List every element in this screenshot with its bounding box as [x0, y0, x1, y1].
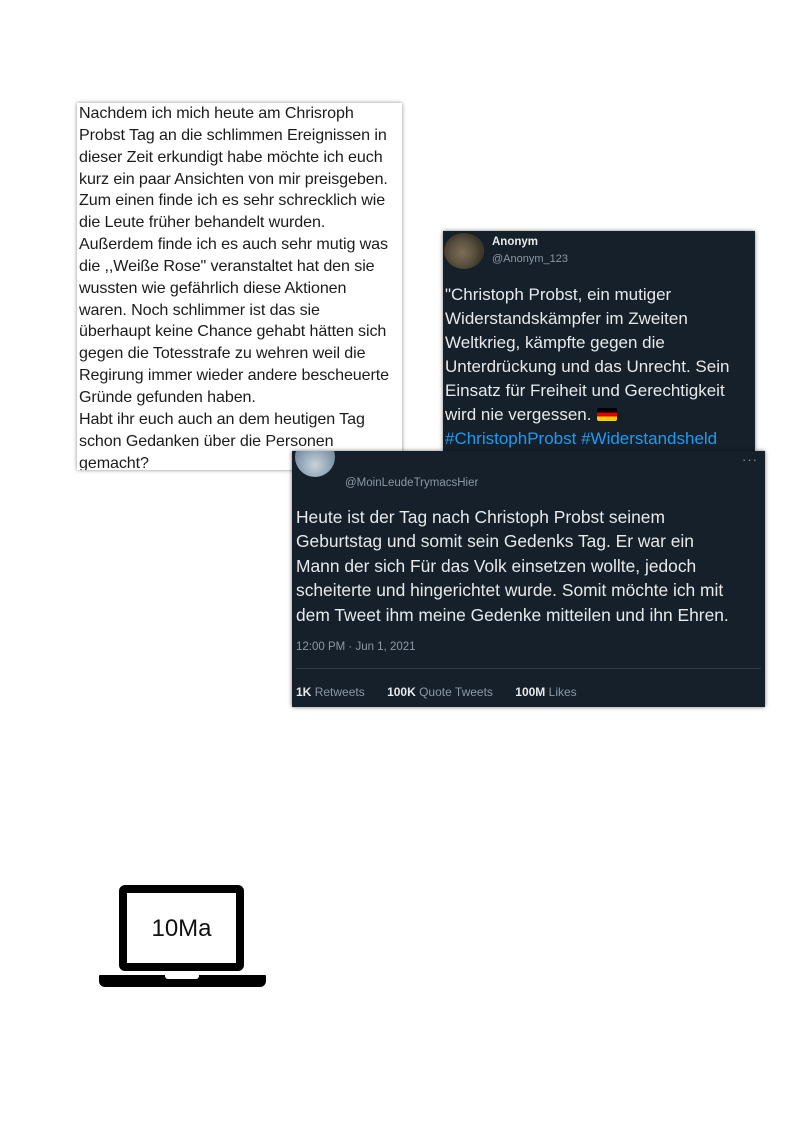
tweet-line: Unterdrückung und das Unrecht. Sein	[445, 357, 730, 376]
retweets-stat[interactable]	[296, 685, 365, 699]
avatar[interactable]	[444, 233, 484, 269]
likes-count: 100M	[515, 685, 546, 699]
tweet-anonym[interactable]	[443, 231, 755, 451]
likes-label: Likes	[548, 685, 577, 699]
tweet-line: dem Tweet ihm meine Gedenke mitteilen und ihn Ehren.	[296, 604, 729, 625]
tweet-stats	[296, 685, 596, 699]
avatar[interactable]	[295, 451, 335, 477]
germany-flag-icon	[597, 408, 617, 421]
likes-stat[interactable]	[515, 685, 576, 699]
tweet-line: Widerstandskämpfer im Zweiten	[445, 309, 688, 328]
tweet-line: Einsatz für Freiheit und Gerechtigkeit	[445, 381, 725, 400]
tweet-text	[296, 505, 765, 627]
post-card	[77, 103, 402, 470]
tweet-line: Geburtstag und somit sein Gedenks Tag. Er war ein	[296, 531, 694, 552]
tweet-author-handle[interactable]: @Anonym_123	[492, 253, 568, 265]
tweet-text	[445, 283, 755, 451]
tweet-line: Weltkrieg, kämpfte gegen die	[445, 333, 665, 352]
retweets-label: Retweets	[314, 685, 365, 699]
tweet-timestamp[interactable]: 12:00 PM · Jun 1, 2021	[296, 641, 416, 653]
more-options-icon[interactable]: ···	[742, 452, 758, 467]
tweet-line: wird nie vergessen.	[445, 405, 592, 424]
divider	[296, 668, 761, 669]
tweet-author-name[interactable]: Anonym	[492, 236, 538, 248]
quote-tweets-stat[interactable]	[387, 685, 493, 699]
laptop-notch	[165, 975, 199, 979]
post-text: Nachdem ich mich heute am Chrisroph Probst Tag an die schlimmen Ereignissen in dieser Zeit erkundigt habe möchte ich euch kurz ein paar Ansichten von mir preisgeben. Zum einen finde ich es sehr schrecklich wie die Leute früher behandelt wurden. Außerdem finde ich es auch sehr mutig was die ,,Weiße Rose" veranstaltet hat den sie wussten wie gefährlich diese Aktionen waren. Noch schlimmer ist das sie überhaupt keine Chance gehabt hätten sich gegen die Totesstrafe zu wehren weil die Regirung immer wieder andere bescheuerte Gründe gefunden haben. Habt ihr euch auch an dem heutigen Tag schon Gedanken über die Personen gemacht?	[79, 104, 389, 470]
laptop-label: 10Ma	[151, 915, 212, 942]
tweet-moinleude[interactable]	[292, 451, 765, 707]
quote-tweets-count: 100K	[387, 685, 416, 699]
quote-tweets-label: Quote Tweets	[419, 685, 493, 699]
retweets-count: 1K	[296, 685, 312, 699]
tweet-line: Heute ist der Tag nach Christoph Probst seinem	[296, 507, 665, 527]
tweet-author-handle[interactable]: @MoinLeudeTrymacsHier	[345, 477, 479, 489]
tweet-line: "Christoph Probst, ein mutiger	[445, 285, 672, 304]
tweet-line: scheiterte und hingerichtet wurde. Somit möchte ich mit	[296, 580, 724, 601]
tweet-line-with-flag	[445, 403, 755, 427]
laptop-icon	[119, 885, 244, 971]
tweet-hashtags[interactable]: #ChristophProbst #Widerstandsheld	[445, 429, 718, 448]
tweet-line: Mann der sich Für das Volk einsetzen wollte, jedoch	[296, 555, 697, 576]
